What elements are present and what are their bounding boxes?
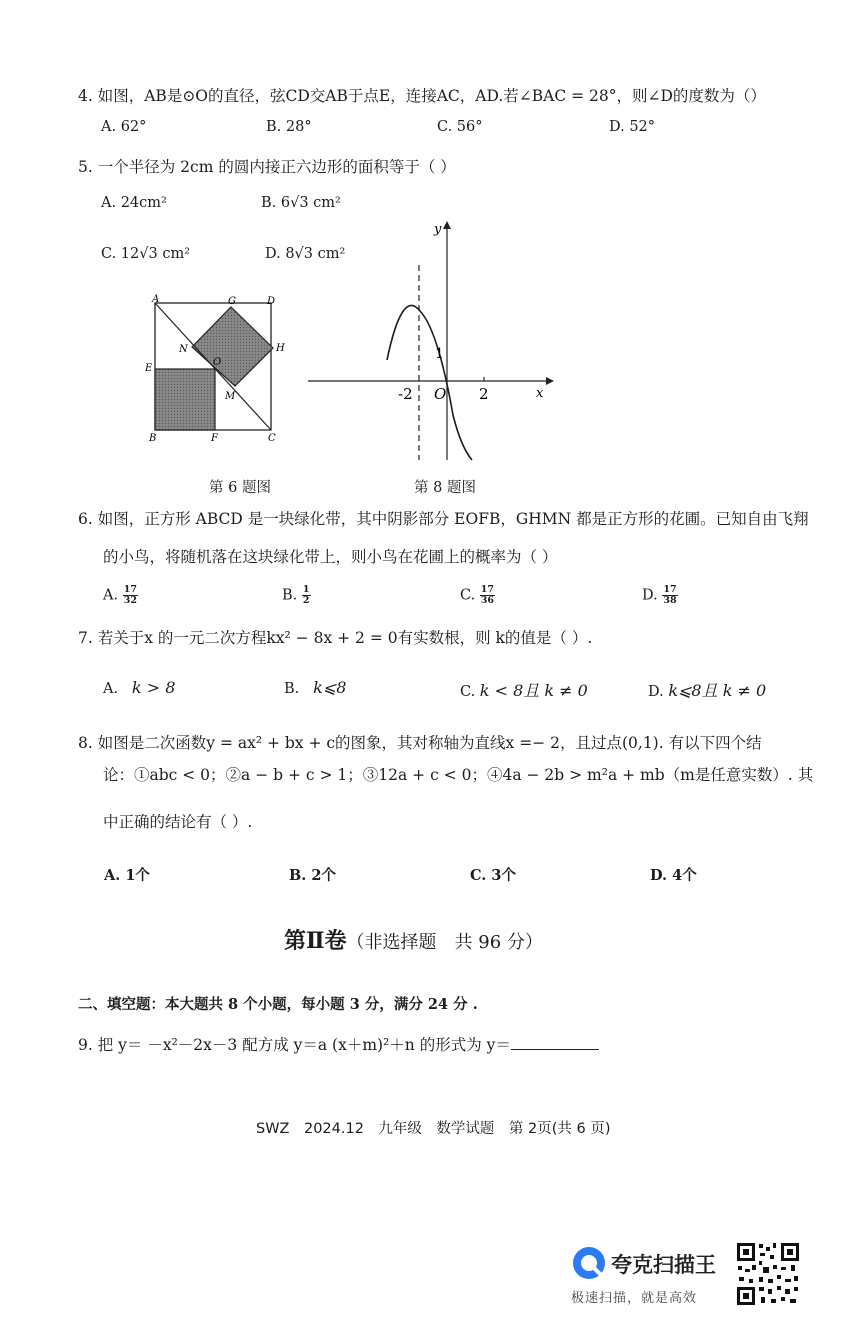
label-2: 2 — [479, 385, 489, 403]
q5-text: 一个半径为 2cm 的圆内接正六边形的面积等于（ ） — [97, 158, 456, 176]
q8-option-c: C. 3个 — [470, 867, 516, 884]
label-a: A — [152, 294, 160, 305]
q6-text-1: 如图，正方形 ABCD 是一块绿化带，其中阴影部分 EOFB，GHMN 都是正方形的花圃。已知自由飞翔 — [97, 510, 809, 528]
q4-option-c: C. 56° — [437, 119, 483, 135]
qr-code-icon — [735, 1241, 801, 1307]
q6-fraction-b: $\frac{1}{2}$ — [302, 584, 310, 606]
q7-option-d: D. k⩽8且 k ≠ 0 — [648, 681, 767, 700]
label-g: G — [228, 296, 236, 307]
label-d: D — [267, 296, 276, 307]
label-h: H — [276, 343, 285, 354]
label-n: N — [179, 344, 188, 355]
label-m: M — [225, 391, 236, 402]
section-2-heading: 第Ⅱ卷 — [284, 928, 347, 954]
q4-stem — [78, 84, 766, 106]
part-2-heading: 二、填空题：本大题共 8 个小题，每小题 3 分，满分 24 分 . — [78, 996, 478, 1013]
label-o: O — [213, 357, 222, 368]
q8-text-1: 如图是二次函数y = ax² + bx + c的图象，其对称轴为直线x =− 2，且过点(0,1). 有以下四个结 — [97, 734, 762, 752]
label-b: B — [149, 433, 157, 444]
figure-6-caption: 第 6 题图 — [209, 480, 271, 496]
q8-text-2: 论：①abc < 0；②a − b + c > 1；③12a + c < 0；④4a − 2b > m²a + mb（m是任意实数）. 其 — [103, 766, 814, 784]
q6-option-a: A. $\frac{17}{32}$ — [103, 584, 137, 606]
q4-option-d: D. 52° — [609, 119, 656, 135]
square-eofb — [155, 369, 215, 430]
q7-option-c: C. k < 8且 k ≠ 0 — [460, 681, 588, 700]
section-2-subtitle: （非选择题 共 96 分） — [346, 932, 543, 953]
label-c: C — [268, 433, 276, 444]
q8-number: 8. — [78, 734, 93, 752]
q6-option-d: D. $\frac{17}{38}$ — [642, 584, 677, 606]
q5-option-a: A. 24cm² — [101, 195, 167, 211]
y-label: y — [434, 222, 442, 237]
label-f: F — [211, 433, 218, 444]
quark-logo-icon — [571, 1245, 607, 1281]
label-neg2: -2 — [398, 385, 413, 403]
q4-option-b: B. 28° — [266, 119, 312, 135]
watermark-slogan: 极速扫描，就是高效 — [571, 1291, 698, 1306]
q5-stem — [78, 155, 456, 177]
x-axis-arrow — [546, 377, 554, 385]
page-footer: SWZ 2024.12 九年级 数学试题 第 2页(共 6 页) — [256, 1121, 611, 1137]
q9-answer-blank[interactable] — [511, 1035, 599, 1050]
q8-option-b: B. 2个 — [289, 867, 336, 884]
q9-stem — [78, 1033, 599, 1055]
q7-option-b: B. k⩽8 — [284, 678, 347, 697]
q8-stem-line1 — [78, 731, 762, 753]
q9-text: 把 y＝ －x²－2x－3 配方成 y＝a (x＋m)²＋n 的形式为 y＝ — [97, 1036, 511, 1054]
q6-fraction-c: $\frac{17}{36}$ — [480, 584, 495, 606]
q9-number: 9. — [78, 1036, 93, 1054]
q5-option-b: B. 6√3 cm² — [261, 195, 341, 211]
q8-option-d: D. 4个 — [650, 867, 697, 884]
x-label: x — [536, 386, 544, 401]
q4-number: 4. — [78, 87, 93, 105]
q6-text-2: 的小鸟，将随机落在这块绿化带上，则小鸟在花圃上的概率为（ ） — [103, 548, 558, 566]
figure-8-caption: 第 8 题图 — [414, 480, 476, 496]
q6-fraction-a: $\frac{17}{32}$ — [123, 584, 137, 606]
q6-number: 6. — [78, 510, 93, 528]
y-axis-arrow — [443, 221, 451, 229]
figure-6 — [140, 290, 290, 450]
q7-number: 7. — [78, 629, 93, 647]
q6-option-b: B. $\frac{1}{2}$ — [282, 584, 310, 606]
q4-option-a: A. 62° — [101, 119, 147, 135]
q8-option-a: A. 1个 — [104, 867, 150, 884]
parabola — [387, 305, 472, 460]
q5-option-d: D. 8√3 cm² — [265, 246, 346, 262]
watermark-brand: 夸克扫描王 — [611, 1253, 716, 1277]
figure-8 — [300, 215, 560, 465]
q6-option-c: C. $\frac{17}{36}$ — [460, 584, 495, 606]
q7-option-a: A. k > 8 — [103, 678, 176, 697]
q7-text: 若关于x 的一元二次方程kx² − 8x + 2 = 0有实数根，则 k的值是（ ）. — [97, 629, 593, 647]
q6-fraction-d: $\frac{17}{38}$ — [663, 584, 677, 606]
q6-stem-line1 — [78, 507, 809, 529]
q8-text-3: 中正确的结论有（ ）. — [103, 813, 253, 831]
label-origin: O — [434, 385, 447, 403]
q4-text: 如图，AB是⊙O的直径，弦CD交AB于点E，连接AC，AD.若∠BAC = 28°，则∠D的度数为（） — [97, 87, 766, 105]
label-1: 1 — [435, 346, 444, 362]
q5-number: 5. — [78, 158, 93, 176]
section-2-title — [284, 924, 543, 955]
q5-option-c: C. 12√3 cm² — [101, 246, 191, 262]
label-e: E — [145, 363, 153, 374]
q7-stem — [78, 626, 592, 648]
